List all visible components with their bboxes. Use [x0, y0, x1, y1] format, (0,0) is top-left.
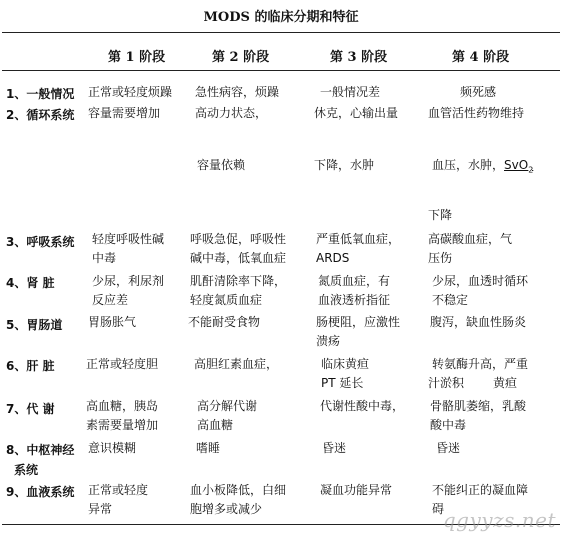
cell-blood-2a: 血小板降低，白细 [190, 483, 287, 497]
cell-circulation-3a: 休克，心输出量 [314, 106, 399, 120]
cell-blood-4b: 碍 [432, 502, 445, 516]
cell-respiratory-4b: 压伤 [428, 251, 453, 265]
row-label-metabolism: 7、代 谢 [6, 402, 55, 416]
cell-kidney-1b: 反应差 [92, 293, 129, 307]
cell-general-1: 正常或轻度烦躁 [88, 85, 173, 99]
cell-kidney-2a: 肌酐清除率下降， [190, 274, 287, 288]
cell-liver-4c: 黄疸 [493, 376, 518, 390]
cell-respiratory-4a: 高碳酸血症，气 [428, 232, 513, 246]
cell-respiratory-3b: ARDS [316, 251, 350, 265]
cell-kidney-4a: 少尿，血透时循环 [432, 274, 529, 288]
cell-kidney-3b: 血液透析指征 [318, 293, 391, 307]
cell-kidney-2b: 轻度氮质血症 [190, 293, 263, 307]
cell-cns-2: 嗜睡 [196, 441, 221, 455]
cell-circulation-2a: 高动力状态， [195, 106, 268, 120]
cell-circulation-4b: 血压，水肿，SvO$_2$ [432, 158, 534, 175]
cell-gi-3b: 溃疡 [316, 334, 341, 348]
cell-metabolism-2a: 高分解代谢 [197, 399, 258, 413]
cell-blood-1a: 正常或轻度 [88, 483, 149, 497]
cell-general-2: 急性病容，烦躁 [195, 85, 280, 99]
cell-metabolism-2b: 高血糖 [197, 418, 234, 432]
watermark: qgyyzs.net [442, 508, 556, 532]
cell-circulation-1: 容量需要增加 [88, 106, 161, 120]
cell-liver-3a: 临床黄疸 [321, 357, 370, 371]
cell-metabolism-4a: 骨骼肌萎缩，乳酸 [430, 399, 527, 413]
cell-cns-3: 昏迷 [322, 441, 347, 455]
svo2-label: SvO$_2$ [504, 158, 534, 175]
cell-liver-4b: 汁淤积 [428, 376, 465, 390]
header-stage-4: 第 4 阶段 [452, 50, 510, 65]
cell-liver-1: 正常或轻度胆 [86, 357, 159, 371]
cell-circulation-2b: 容量依赖 [197, 158, 246, 172]
row-label-gi: 5、胃肠道 [6, 318, 63, 332]
cell-blood-1b: 异常 [88, 502, 113, 516]
cell-gi-4: 腹泻，缺血性肠炎 [430, 315, 527, 329]
row-label-kidney: 4、肾 脏 [6, 276, 55, 290]
top-rule [2, 32, 560, 33]
cell-respiratory-2a: 呼吸急促，呼吸性 [190, 232, 287, 246]
cell-respiratory-1a: 轻度呼吸性碱 [92, 232, 165, 246]
cell-gi-2: 不能耐受食物 [188, 315, 261, 329]
row-label-cns-2: 系统 [14, 463, 39, 477]
cell-blood-2b: 胞增多或减少 [190, 502, 263, 516]
cell-kidney-1a: 少尿，利尿剂 [92, 274, 165, 288]
cell-respiratory-1b: 中毒 [92, 251, 117, 265]
row-label-respiratory: 3、呼吸系统 [6, 235, 75, 249]
cell-respiratory-3a: 严重低氧血症， [316, 232, 401, 246]
cell-blood-4a: 不能纠正的凝血障 [432, 483, 529, 497]
cell-liver-3b: PT 延长 [321, 376, 364, 390]
row-label-general: 1、一般情况 [6, 87, 75, 101]
cell-kidney-3a: 氮质血症，有 [318, 274, 391, 288]
cell-gi-3a: 肠梗阻，应激性 [316, 315, 401, 329]
row-label-cns: 8、中枢神经 [6, 443, 75, 457]
cell-respiratory-2b: 碱中毒，低氧血症 [190, 251, 287, 265]
cell-liver-4a: 转氨酶升高，严重 [432, 357, 529, 371]
cell-general-4: 频死感 [460, 85, 497, 99]
cell-circulation-4a: 血管活性药物维持 [428, 106, 525, 120]
cell-cns-4: 昏迷 [436, 441, 461, 455]
cell-circulation-4c: 下降 [428, 208, 453, 222]
header-stage-3: 第 3 阶段 [330, 50, 388, 65]
cell-gi-1: 胃肠胀气 [88, 315, 137, 329]
header-rule [2, 70, 560, 71]
cell-metabolism-3: 代谢性酸中毒， [320, 399, 405, 413]
cell-metabolism-1a: 高血糖，胰岛 [86, 399, 159, 413]
row-label-circulation: 2、循环系统 [6, 108, 75, 122]
cell-kidney-4b: 不稳定 [432, 293, 469, 307]
cell-metabolism-4b: 酸中毒 [430, 418, 467, 432]
cell-blood-3: 凝血功能异常 [320, 483, 393, 497]
row-label-liver: 6、肝 脏 [6, 359, 55, 373]
cell-liver-2: 高胆红素血症， [194, 357, 279, 371]
cell-general-3: 一般情况差 [320, 85, 381, 99]
cell-metabolism-1b: 素需要量增加 [86, 418, 159, 432]
header-stage-1: 第 1 阶段 [108, 50, 166, 65]
header-stage-2: 第 2 阶段 [212, 50, 270, 65]
row-label-blood: 9、血液系统 [6, 485, 75, 499]
cell-circulation-3b: 下降，水肿 [314, 158, 375, 172]
cell-cns-1: 意识模糊 [88, 441, 137, 455]
table-title: MODS 的临床分期和特征 [203, 10, 359, 25]
